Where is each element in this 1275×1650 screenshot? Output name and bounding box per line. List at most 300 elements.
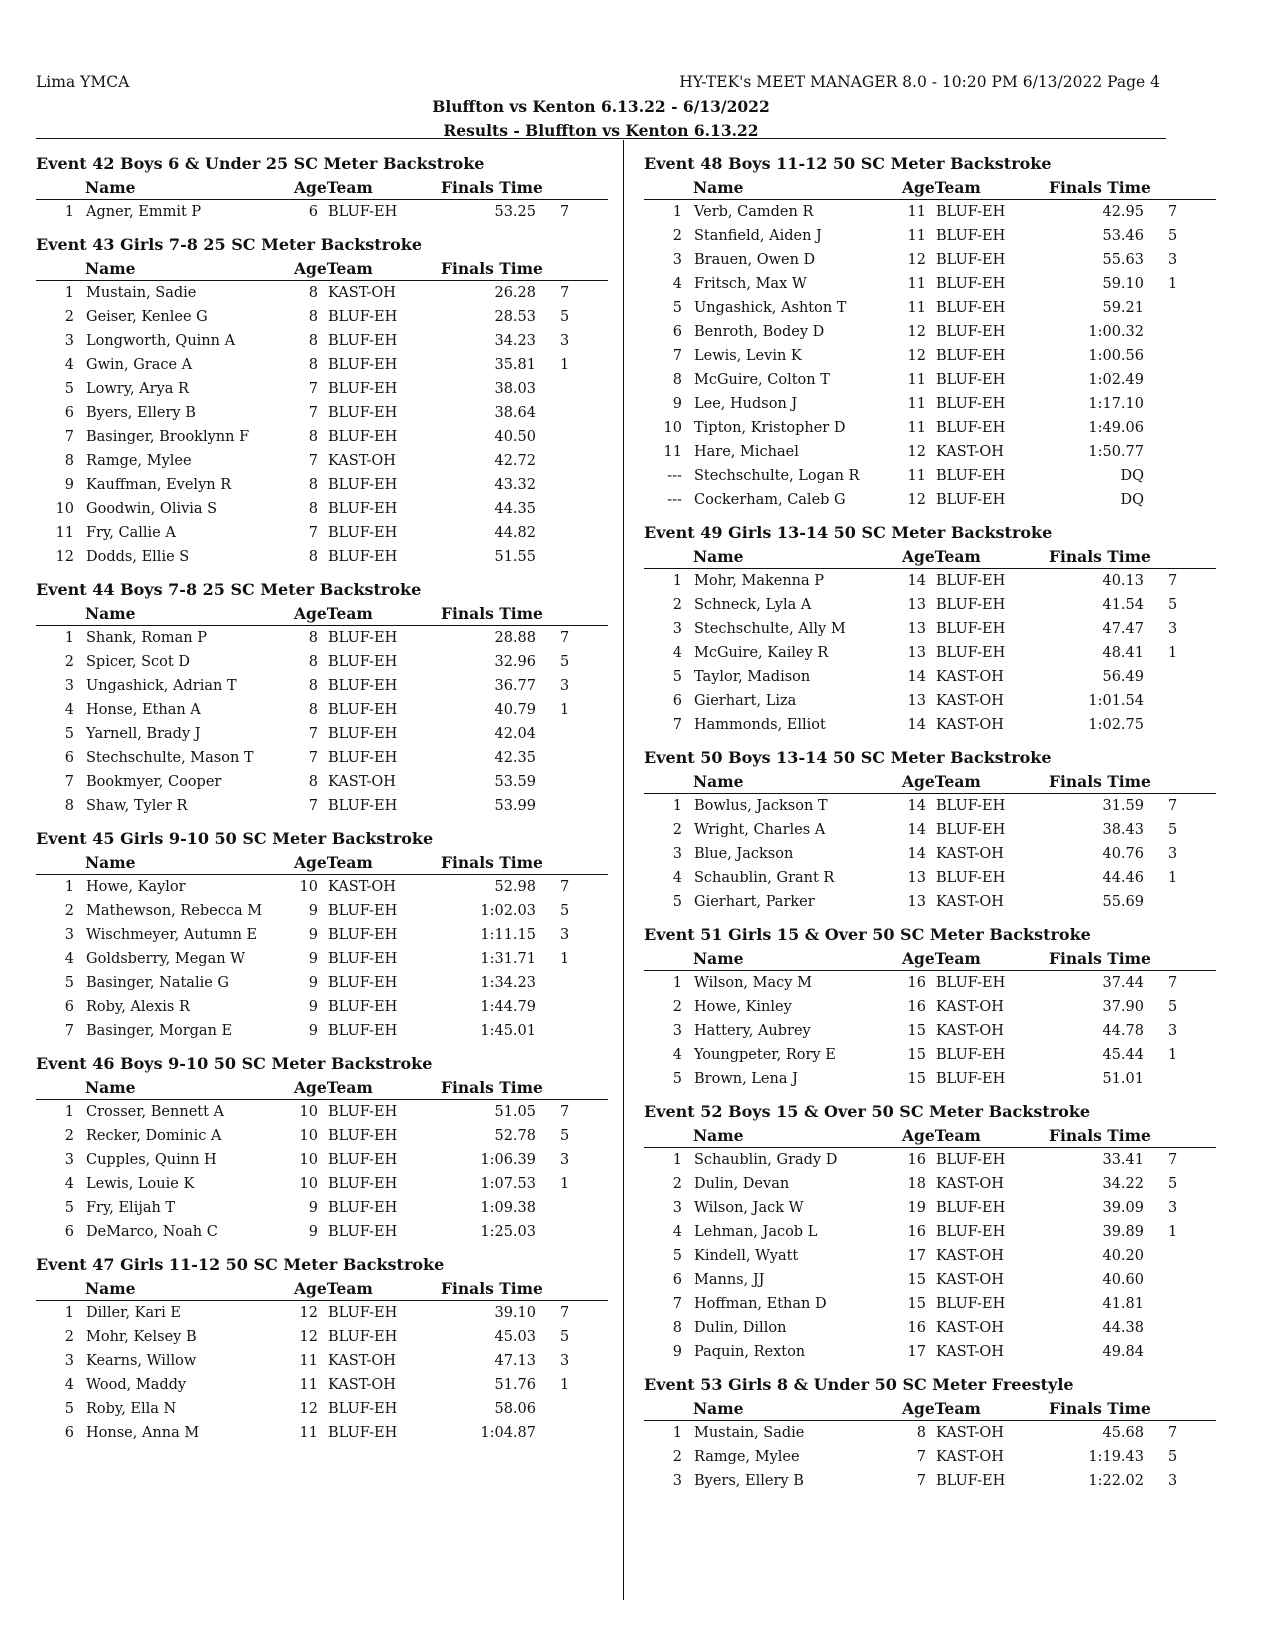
swimmer-name-cell: Diller, Kari E — [86, 1305, 181, 1321]
result-row — [36, 650, 608, 674]
age-cell: 14 — [907, 573, 926, 589]
age-cell: 9 — [308, 1224, 318, 1240]
place-cell: 3 — [64, 333, 74, 349]
place-cell: 4 — [64, 702, 74, 718]
result-row — [644, 794, 1216, 818]
result-row — [36, 794, 608, 818]
finals-time-cell: 41.81 — [1102, 1296, 1144, 1312]
swimmer-name-cell: Kearns, Willow — [86, 1353, 197, 1369]
finals-time-cell: 41.54 — [1102, 597, 1144, 613]
place-cell: 2 — [64, 1128, 74, 1144]
age-cell: 13 — [907, 894, 926, 910]
place-cell: 1 — [64, 630, 74, 646]
place-cell: 5 — [64, 1401, 74, 1417]
swimmer-name-cell: Geiser, Kenlee G — [86, 309, 208, 325]
finals-time-cell: 39.10 — [494, 1305, 536, 1321]
finals-time-cell: 1:45.01 — [480, 1023, 536, 1039]
event-section — [36, 578, 608, 818]
place-cell: 4 — [64, 1377, 74, 1393]
finals-time-cell: 1:44.79 — [480, 999, 536, 1015]
age-cell: 13 — [907, 645, 926, 661]
header-ageteam: AgeTeam — [294, 1279, 373, 1298]
swimmer-name-cell: Paquin, Rexton — [694, 1344, 806, 1360]
result-row — [644, 1244, 1216, 1268]
finals-time-cell: 44.78 — [1102, 1023, 1144, 1039]
age-cell: 12 — [299, 1329, 318, 1345]
finals-time-cell: 1:02.49 — [1088, 372, 1144, 388]
swimmer-name-cell: Spicer, Scot D — [86, 654, 190, 670]
place-cell: 3 — [64, 1353, 74, 1369]
team-cell: KAST-OH — [328, 453, 396, 469]
finals-time-cell: 34.22 — [1102, 1176, 1144, 1192]
result-row — [36, 971, 608, 995]
finals-time-cell: 36.77 — [494, 678, 536, 694]
swimmer-name-cell: Schaublin, Grant R — [694, 870, 835, 886]
header-divider — [36, 138, 1166, 139]
team-cell: KAST-OH — [936, 1272, 1004, 1288]
place-cell: 6 — [64, 750, 74, 766]
points-cell: 1 — [1168, 870, 1178, 886]
team-cell: BLUF-EH — [936, 1152, 1006, 1168]
result-row — [36, 923, 608, 947]
points-cell: 1 — [1168, 276, 1178, 292]
age-cell: 12 — [907, 252, 926, 268]
team-cell: BLUF-EH — [936, 1200, 1006, 1216]
header-finals-time: Finals Time — [1049, 1126, 1151, 1145]
result-row — [36, 1325, 608, 1349]
result-row — [644, 971, 1216, 995]
finals-time-cell: 35.81 — [494, 357, 536, 373]
event-section — [36, 152, 608, 224]
result-row — [644, 344, 1216, 368]
team-cell: BLUF-EH — [328, 525, 398, 541]
swimmer-name-cell: Wischmeyer, Autumn E — [86, 927, 258, 943]
swimmer-name-cell: Mohr, Kelsey B — [86, 1329, 197, 1345]
column-header-row — [36, 1277, 608, 1301]
team-cell: BLUF-EH — [328, 1152, 398, 1168]
result-row — [644, 296, 1216, 320]
result-row — [644, 392, 1216, 416]
finals-time-cell: 1:09.38 — [480, 1200, 536, 1216]
finals-time-cell: 51.05 — [494, 1104, 536, 1120]
header-ageteam: AgeTeam — [294, 259, 373, 278]
team-cell: BLUF-EH — [936, 1047, 1006, 1063]
points-cell: 1 — [1168, 645, 1178, 661]
result-row — [644, 1292, 1216, 1316]
age-cell: 11 — [907, 468, 926, 484]
event-title: Event 44 Boys 7-8 25 SC Meter Backstroke — [36, 580, 422, 599]
result-row — [36, 401, 608, 425]
swimmer-name-cell: Agner, Emmit P — [86, 204, 202, 220]
swimmer-name-cell: Bowlus, Jackson T — [694, 798, 828, 814]
result-row — [644, 1172, 1216, 1196]
team-cell: BLUF-EH — [936, 798, 1006, 814]
team-cell: KAST-OH — [328, 879, 396, 895]
age-cell: 11 — [907, 300, 926, 316]
result-row — [36, 722, 608, 746]
finals-time-cell: 39.89 — [1102, 1224, 1144, 1240]
swimmer-name-cell: Dulin, Dillon — [694, 1320, 787, 1336]
result-row — [644, 416, 1216, 440]
points-cell: 1 — [1168, 1047, 1178, 1063]
swimmer-name-cell: DeMarco, Noah C — [86, 1224, 218, 1240]
team-cell: BLUF-EH — [328, 999, 398, 1015]
swimmer-name-cell: Hattery, Aubrey — [694, 1023, 811, 1039]
header-ageteam: AgeTeam — [902, 178, 981, 197]
age-cell: 8 — [308, 654, 318, 670]
header-name: Name — [85, 259, 136, 278]
swimmer-name-cell: Gierhart, Liza — [694, 693, 797, 709]
age-cell: 14 — [907, 717, 926, 733]
points-cell: 7 — [1168, 1425, 1178, 1441]
swimmer-name-cell: Manns, JJ — [694, 1272, 765, 1288]
event-section — [36, 233, 608, 569]
result-row — [644, 224, 1216, 248]
team-cell: BLUF-EH — [936, 348, 1006, 364]
finals-time-cell: 52.98 — [494, 879, 536, 895]
age-cell: 9 — [308, 951, 318, 967]
points-cell: 1 — [560, 702, 570, 718]
team-cell: KAST-OH — [936, 717, 1004, 733]
age-cell: 15 — [907, 1272, 926, 1288]
age-cell: 15 — [907, 1047, 926, 1063]
points-cell: 1 — [560, 357, 570, 373]
column-divider — [623, 140, 624, 1600]
points-cell: 5 — [1168, 1449, 1178, 1465]
team-cell: BLUF-EH — [328, 630, 398, 646]
place-cell: 7 — [672, 1296, 682, 1312]
result-row — [644, 1043, 1216, 1067]
result-row — [36, 698, 608, 722]
finals-time-cell: 42.04 — [494, 726, 536, 742]
team-cell: BLUF-EH — [328, 1329, 398, 1345]
swimmer-name-cell: Wilson, Macy M — [694, 975, 812, 991]
swimmer-name-cell: Taylor, Madison — [694, 669, 811, 685]
header-finals-time: Finals Time — [441, 1078, 543, 1097]
age-cell: 8 — [308, 501, 318, 517]
points-cell: 7 — [1168, 975, 1178, 991]
swimmer-name-cell: Roby, Alexis R — [86, 999, 190, 1015]
place-cell: 10 — [55, 501, 74, 517]
age-cell: 8 — [308, 333, 318, 349]
swimmer-name-cell: Byers, Ellery B — [694, 1473, 804, 1489]
team-cell: BLUF-EH — [328, 1104, 398, 1120]
column-header-row — [644, 1124, 1216, 1148]
result-row — [36, 377, 608, 401]
team-cell: KAST-OH — [328, 1377, 396, 1393]
team-cell: KAST-OH — [328, 774, 396, 790]
right-column — [644, 152, 1216, 1502]
place-cell: 5 — [672, 1071, 682, 1087]
age-cell: 8 — [916, 1425, 926, 1441]
header-name: Name — [693, 547, 744, 566]
column-header-row — [644, 947, 1216, 971]
place-cell: 2 — [672, 822, 682, 838]
result-row — [36, 521, 608, 545]
age-cell: 11 — [907, 396, 926, 412]
finals-time-cell: 44.46 — [1102, 870, 1144, 886]
age-cell: 15 — [907, 1296, 926, 1312]
swimmer-name-cell: Goldsberry, Megan W — [86, 951, 246, 967]
team-cell: BLUF-EH — [328, 726, 398, 742]
points-cell: 7 — [560, 204, 570, 220]
swimmer-name-cell: Dodds, Ellie S — [86, 549, 190, 565]
age-cell: 16 — [907, 1320, 926, 1336]
place-cell: 6 — [64, 405, 74, 421]
age-cell: 9 — [308, 975, 318, 991]
result-row — [36, 425, 608, 449]
swimmer-name-cell: Mustain, Sadie — [694, 1425, 805, 1441]
team-cell: BLUF-EH — [328, 702, 398, 718]
points-cell: 3 — [560, 1152, 570, 1168]
place-cell: 4 — [672, 645, 682, 661]
finals-time-cell: 59.10 — [1102, 276, 1144, 292]
header-finals-time: Finals Time — [1049, 178, 1151, 197]
place-cell: 4 — [672, 276, 682, 292]
finals-time-cell: 1:31.71 — [480, 951, 536, 967]
age-cell: 10 — [299, 1104, 318, 1120]
header-name: Name — [85, 1078, 136, 1097]
result-row — [36, 626, 608, 650]
points-cell: 3 — [560, 333, 570, 349]
finals-time-cell: 34.23 — [494, 333, 536, 349]
place-cell: 9 — [672, 1344, 682, 1360]
age-cell: 16 — [907, 1224, 926, 1240]
result-row — [644, 689, 1216, 713]
header-name: Name — [85, 178, 136, 197]
swimmer-name-cell: Dulin, Devan — [694, 1176, 790, 1192]
header-ageteam: AgeTeam — [902, 1126, 981, 1145]
swimmer-name-cell: Mustain, Sadie — [86, 285, 197, 301]
finals-time-cell: 1:34.23 — [480, 975, 536, 991]
finals-time-cell: 49.84 — [1102, 1344, 1144, 1360]
points-cell: 7 — [560, 1104, 570, 1120]
result-row — [36, 1301, 608, 1325]
finals-time-cell: 45.68 — [1102, 1425, 1144, 1441]
finals-time-cell: 40.50 — [494, 429, 536, 445]
team-cell: BLUF-EH — [328, 333, 398, 349]
finals-time-cell: 44.38 — [1102, 1320, 1144, 1336]
swimmer-name-cell: Byers, Ellery B — [86, 405, 196, 421]
swimmer-name-cell: Basinger, Morgan E — [86, 1023, 233, 1039]
swimmer-name-cell: Wilson, Jack W — [694, 1200, 804, 1216]
swimmer-name-cell: Bookmyer, Cooper — [86, 774, 222, 790]
team-cell: KAST-OH — [936, 1449, 1004, 1465]
team-cell: BLUF-EH — [328, 951, 398, 967]
result-row — [644, 641, 1216, 665]
place-cell: 11 — [663, 444, 682, 460]
place-cell: 5 — [672, 894, 682, 910]
header-name: Name — [693, 1399, 744, 1418]
team-cell: BLUF-EH — [328, 1425, 398, 1441]
points-cell: 7 — [560, 1305, 570, 1321]
age-cell: 11 — [907, 204, 926, 220]
team-cell: BLUF-EH — [936, 396, 1006, 412]
points-cell: 7 — [560, 630, 570, 646]
swimmer-name-cell: Ungashick, Adrian T — [86, 678, 237, 694]
team-cell: BLUF-EH — [328, 678, 398, 694]
team-cell: KAST-OH — [936, 894, 1004, 910]
age-cell: 8 — [308, 477, 318, 493]
place-cell: 1 — [64, 879, 74, 895]
points-cell: 3 — [1168, 252, 1178, 268]
place-cell: 5 — [64, 1200, 74, 1216]
finals-time-cell: 51.55 — [494, 549, 536, 565]
swimmer-name-cell: Stanfield, Aiden J — [694, 228, 822, 244]
place-cell: --- — [667, 468, 682, 484]
result-row — [644, 488, 1216, 512]
finals-time-cell: 38.43 — [1102, 822, 1144, 838]
column-header-row — [36, 602, 608, 626]
event-title: Event 52 Boys 15 & Over 50 SC Meter Backstroke — [644, 1102, 1091, 1121]
finals-time-cell: 1:22.02 — [1088, 1473, 1144, 1489]
event-section — [644, 1373, 1216, 1493]
finals-time-cell: 45.44 — [1102, 1047, 1144, 1063]
age-cell: 9 — [308, 999, 318, 1015]
place-cell: 6 — [672, 693, 682, 709]
result-row — [36, 1148, 608, 1172]
header-name: Name — [85, 604, 136, 623]
age-cell: 15 — [907, 1071, 926, 1087]
points-cell: 5 — [560, 309, 570, 325]
age-cell: 13 — [907, 870, 926, 886]
swimmer-name-cell: Howe, Kaylor — [86, 879, 186, 895]
team-cell: KAST-OH — [936, 999, 1004, 1015]
event-title: Event 51 Girls 15 & Over 50 SC Meter Backstroke — [644, 925, 1091, 944]
result-row — [644, 665, 1216, 689]
points-cell: 5 — [1168, 228, 1178, 244]
place-cell: 6 — [64, 999, 74, 1015]
swimmer-name-cell: Blue, Jackson — [694, 846, 794, 862]
swimmer-name-cell: Honse, Anna M — [86, 1425, 200, 1441]
place-cell: 2 — [64, 903, 74, 919]
place-cell: 3 — [64, 678, 74, 694]
place-cell: 10 — [663, 420, 682, 436]
swimmer-name-cell: Ramge, Mylee — [694, 1449, 800, 1465]
place-cell: 8 — [672, 372, 682, 388]
column-header-row — [36, 851, 608, 875]
swimmer-name-cell: Youngpeter, Rory E — [694, 1047, 836, 1063]
result-row — [36, 1196, 608, 1220]
result-row — [36, 449, 608, 473]
result-row — [644, 1421, 1216, 1445]
place-cell: 8 — [64, 453, 74, 469]
place-cell: 2 — [672, 1449, 682, 1465]
age-cell: 7 — [308, 750, 318, 766]
team-cell: KAST-OH — [936, 693, 1004, 709]
place-cell: 1 — [64, 204, 74, 220]
finals-time-cell: 59.21 — [1102, 300, 1144, 316]
result-row — [36, 473, 608, 497]
swimmer-name-cell: Fry, Elijah T — [86, 1200, 176, 1216]
age-cell: 14 — [907, 798, 926, 814]
result-row — [644, 1067, 1216, 1091]
swimmer-name-cell: Longworth, Quinn A — [86, 333, 236, 349]
finals-time-cell: 53.25 — [494, 204, 536, 220]
header-ageteam: AgeTeam — [294, 604, 373, 623]
result-row — [36, 899, 608, 923]
result-row — [36, 1421, 608, 1445]
swimmer-name-cell: Mohr, Makenna P — [694, 573, 825, 589]
header-ageteam: AgeTeam — [902, 1399, 981, 1418]
event-title: Event 42 Boys 6 & Under 25 SC Meter Backstroke — [36, 154, 485, 173]
finals-time-cell: 1:19.43 — [1088, 1449, 1144, 1465]
place-cell: --- — [667, 492, 682, 508]
header-ageteam: AgeTeam — [294, 853, 373, 872]
points-cell: 5 — [560, 903, 570, 919]
swimmer-name-cell: Benroth, Bodey D — [694, 324, 825, 340]
finals-time-cell: 47.47 — [1102, 621, 1144, 637]
finals-time-cell: DQ — [1120, 492, 1144, 508]
points-cell: 7 — [560, 879, 570, 895]
place-cell: 7 — [672, 348, 682, 364]
age-cell: 10 — [299, 1152, 318, 1168]
age-cell: 11 — [907, 420, 926, 436]
software-page-info: HY-TEK's MEET MANAGER 8.0 - 10:20 PM 6/13/2022 Page 4 — [679, 73, 1160, 91]
swimmer-name-cell: Lewis, Levin K — [694, 348, 802, 364]
finals-time-cell: 48.41 — [1102, 645, 1144, 661]
place-cell: 2 — [64, 309, 74, 325]
swimmer-name-cell: Shank, Roman P — [86, 630, 208, 646]
column-header-row — [644, 176, 1216, 200]
swimmer-name-cell: Hare, Michael — [694, 444, 799, 460]
event-section — [644, 152, 1216, 512]
event-title: Event 45 Girls 9-10 50 SC Meter Backstroke — [36, 829, 434, 848]
team-cell: BLUF-EH — [328, 927, 398, 943]
finals-time-cell: 53.99 — [494, 798, 536, 814]
header-name: Name — [693, 772, 744, 791]
age-cell: 8 — [308, 285, 318, 301]
points-cell: 7 — [1168, 573, 1178, 589]
age-cell: 7 — [308, 381, 318, 397]
team-cell: BLUF-EH — [328, 903, 398, 919]
points-cell: 7 — [1168, 1152, 1178, 1168]
results-subtitle: Results - Bluffton vs Kenton 6.13.22 — [443, 121, 759, 140]
place-cell: 5 — [672, 1248, 682, 1264]
result-row — [36, 1220, 608, 1244]
age-cell: 17 — [907, 1248, 926, 1264]
age-cell: 9 — [308, 927, 318, 943]
header-name: Name — [693, 1126, 744, 1145]
place-cell: 3 — [64, 1152, 74, 1168]
age-cell: 12 — [907, 492, 926, 508]
team-cell: BLUF-EH — [328, 381, 398, 397]
swimmer-name-cell: Basinger, Natalie G — [86, 975, 229, 991]
team-cell: BLUF-EH — [936, 468, 1006, 484]
event-title: Event 53 Girls 8 & Under 50 SC Meter Freestyle — [644, 1375, 1074, 1394]
age-cell: 16 — [907, 975, 926, 991]
result-row — [36, 1397, 608, 1421]
age-cell: 7 — [308, 453, 318, 469]
team-cell: BLUF-EH — [328, 798, 398, 814]
result-row — [644, 1148, 1216, 1172]
place-cell: 8 — [64, 798, 74, 814]
swimmer-name-cell: Ungashick, Ashton T — [694, 300, 847, 316]
place-cell: 3 — [672, 621, 682, 637]
place-cell: 4 — [64, 951, 74, 967]
age-cell: 10 — [299, 879, 318, 895]
column-header-row — [644, 1397, 1216, 1421]
team-cell: BLUF-EH — [328, 654, 398, 670]
finals-time-cell: 1:04.87 — [480, 1425, 536, 1441]
age-cell: 11 — [299, 1353, 318, 1369]
place-cell: 3 — [64, 927, 74, 943]
age-cell: 8 — [308, 309, 318, 325]
place-cell: 3 — [672, 252, 682, 268]
team-cell: BLUF-EH — [936, 573, 1006, 589]
header-name: Name — [85, 853, 136, 872]
finals-time-cell: 55.69 — [1102, 894, 1144, 910]
